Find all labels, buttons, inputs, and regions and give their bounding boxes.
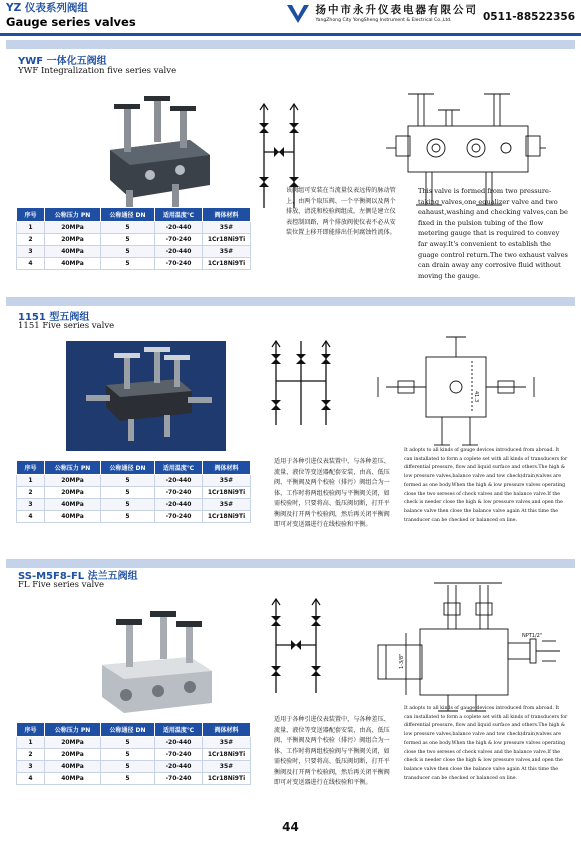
table-header: 序号 [17,723,45,737]
cell-material: 1Cr18Ni9Ti [203,234,251,246]
cell-diameter: 5 [101,737,155,749]
cell-index: 4 [17,258,45,270]
table-row [17,487,251,499]
table-header: 序号 [17,208,45,222]
table-header: 公称压力 PN [45,723,101,737]
table-row [17,246,251,258]
valve-photo [66,341,226,451]
cell-index: 1 [17,222,45,234]
table-header: 公称压力 PN [45,208,101,222]
cell-material: 1Cr18Ni9Ti [203,511,251,523]
cell-pressure: 20MPa [45,234,101,246]
cell-index: 1 [17,737,45,749]
cell-index: 1 [17,475,45,487]
table-row [17,761,251,773]
cell-material: 35# [203,475,251,487]
cell-diameter: 5 [101,234,155,246]
valve-schematic-icon [266,339,336,429]
cell-pressure: 20MPa [45,749,101,761]
cell-pressure: 40MPa [45,761,101,773]
table-header: 适用温度℃ [155,208,203,222]
table-header: 适用温度℃ [155,461,203,475]
category-title-cn: YZ 仪表系列阀组 [6,2,88,14]
cell-material: 35# [203,246,251,258]
table-row [17,234,251,246]
cell-temperature: -70-240 [155,511,203,523]
cell-temperature: -70-240 [155,773,203,785]
cell-index: 3 [17,499,45,511]
cell-diameter: 5 [101,475,155,487]
table-header: 公称通径 DN [101,461,155,475]
cell-diameter: 5 [101,749,155,761]
table-header: 适用温度℃ [155,723,203,737]
cell-diameter: 5 [101,773,155,785]
cell-index: 2 [17,749,45,761]
cell-pressure: 40MPa [45,258,101,270]
table-header: 阀体材料 [203,208,251,222]
cell-temperature: -20-440 [155,475,203,487]
spec-table [16,460,251,523]
cell-diameter: 5 [101,222,155,234]
cell-pressure: 40MPa [45,499,101,511]
cell-pressure: 20MPa [45,475,101,487]
table-header: 公称压力 PN [45,461,101,475]
section-title-cn: 1151 型五阀组 [18,312,90,323]
section-band [6,40,575,49]
section-band [6,297,575,306]
table-header: 阀体材料 [203,461,251,475]
spec-table [16,722,251,785]
cell-temperature: -70-240 [155,487,203,499]
description-en: It adopts to all kinds of gauge devices introduced from abroad. It can installated to form a coplete set with all kinds of transducers for differential pressure, flow and liquid surface and others.The high & low pressure valves,balance valve and tow check(drain)valves are formed as one body.When the high & low pressure valves operating close the two sereses of check valves and the balance valve.If the check is needer close the high & low pressure valves,and open the balance valve then close the balance valve again At this time the transducer can be checked or balanced on line. [404,706,568,781]
cell-temperature: -20-440 [155,737,203,749]
page-header-left [6,2,136,29]
cell-diameter: 5 [101,499,155,511]
company-logo-icon [285,2,311,26]
cell-diameter: 5 [101,487,155,499]
company-name-cn: 扬中市永升仪表电器有限公司 [315,4,478,16]
cell-pressure: 20MPa [45,222,101,234]
description-en: This valve is formed from two pressure-taking valves,one equalizer valve and two eahaust,washing and checking valves,can be fixed in the pulsion tubing of the flow metering gauge that is required to convey far away.It's convenient to establish the guage control return.The two exhaust valves can drain away any corrosive fluid without moving the gauge. [418,187,568,280]
section-title-en: 1151 Five series valve [18,321,115,331]
section-ss-m5f8-fl [6,559,575,809]
table-row [17,511,251,523]
cell-temperature: -70-240 [155,258,203,270]
valve-photo [82,599,232,729]
cell-index: 4 [17,511,45,523]
cell-diameter: 5 [101,511,155,523]
cell-temperature: -20-440 [155,761,203,773]
cell-temperature: -20-440 [155,222,203,234]
table-row [17,222,251,234]
cell-temperature: -70-240 [155,749,203,761]
cell-pressure: 20MPa [45,737,101,749]
dimension-label: NPT1/2" [522,633,543,639]
cell-temperature: -20-440 [155,246,203,258]
cell-material: 1Cr18Ni9Ti [203,258,251,270]
cell-material: 35# [203,499,251,511]
page-header-right [285,2,575,26]
description-cn: 该阀组可安装在当流量仪表远传的脉动管上，由两个取压阀、一个平衡阀以及两个排放、清洗和校验阀组成，左侧是建立仪表控制回路，两个排放阀使仪表不必从安装位置上移开即能排出任何腐蚀性流体。 [286,187,396,236]
category-title-en: Gauge series valves [6,15,136,29]
section-title-en: FL Five series valve [18,580,105,590]
table-row [17,773,251,785]
section-1151 [6,297,575,529]
cell-pressure: 40MPa [45,246,101,258]
cell-index: 3 [17,246,45,258]
section-title-cn: SS-M5F8-FL 法兰五阀组 [18,571,138,582]
section-ywf [6,40,575,302]
cell-material: 35# [203,737,251,749]
cell-index: 2 [17,234,45,246]
cell-index: 3 [17,761,45,773]
table-header: 序号 [17,461,45,475]
table-row [17,258,251,270]
cell-index: 2 [17,487,45,499]
valve-drawing [372,571,568,721]
section-title-cn: YWF 一体化五阀组 [18,56,107,67]
cell-temperature: -70-240 [155,234,203,246]
valve-drawing [376,327,536,457]
section-title-en: YWF Integralization five series valve [18,66,177,76]
dimension-label: 1-3/8" [399,653,405,669]
table-row [17,737,251,749]
cell-material: 1Cr18Ni9Ti [203,487,251,499]
spec-table [16,207,251,270]
cell-pressure: 20MPa [45,487,101,499]
cell-temperature: -20-440 [155,499,203,511]
company-name-en: YangZhong City YongSheng Instrument & Electrical Co.,Ltd. [315,18,452,23]
company-name-block [315,4,478,24]
description-en: It adopts to all kinds of gauge devices introduced from abroad. It can installated to form a coplete set with all kinds of transducers for differential pressure, flow and liquid surface and others.The high & low pressure valves,balance valve and tow check(drain)valves are formed as one body.When the high & low pressure valves operating close the two sereses of check valves and the balance valve.If the check is needer close the high & low pressure valves,and open the balance valve then close the balance valve again At this time the transducer can be checked or balanced on line. [404,448,568,523]
company-phone: 0511-88522356 [482,11,575,23]
description-cn: 适用于各种引进仪表装置中，与各种差压、流量、液位等变送器配套安装，由高、低压阀、平衡阀及两个校验（排污）阀组合为一体，工作时将两组校验阀与平衡阀关闭，如需校验时，只要将高、低压阀切断，打开平衡阀及打开两个校验阀，然后再关闭平衡阀即可对变送器进行在线校验和平衡。 [274,716,390,786]
table-row [17,475,251,487]
cell-index: 4 [17,773,45,785]
cell-pressure: 40MPa [45,511,101,523]
cell-pressure: 40MPa [45,773,101,785]
table-header: 公称通径 DN [101,723,155,737]
cell-material: 35# [203,222,251,234]
table-header: 公称通径 DN [101,208,155,222]
description-cn: 适用于各种引进仪表装置中，与各种差压、流量、液位等变送器配套安装，由高、低压阀、平衡阀及两个校验（排污）阀组合为一体，工作时将两组校验阀与平衡阀关闭，如需校验时，只要将高、低压阀切断，打开平衡阀及打开两个校验阀，然后再关闭平衡阀即可对变送器进行在线校验和平衡。 [274,458,390,528]
cell-material: 35# [203,761,251,773]
table-row [17,749,251,761]
valve-schematic-icon [266,597,326,697]
page-number: 44 [282,820,299,834]
table-row [17,499,251,511]
cell-material: 1Cr18Ni9Ti [203,749,251,761]
table-header: 阀体材料 [203,723,251,737]
cell-material: 1Cr18Ni9Ti [203,773,251,785]
dimension-label: 41.3 [473,391,479,403]
cell-diameter: 5 [101,761,155,773]
cell-diameter: 5 [101,246,155,258]
header-divider [0,33,581,36]
cell-diameter: 5 [101,258,155,270]
